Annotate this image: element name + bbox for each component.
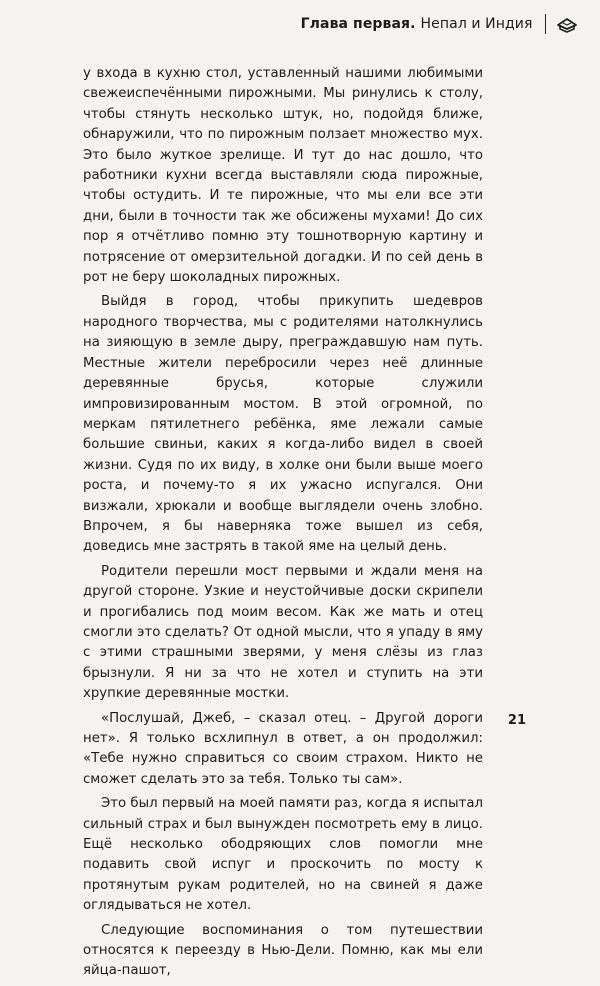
paragraph: «Послушай, Джеб, – сказал отец. – Другой дороги нет». Я только всхлипнул в ответ, а он продолжил: «Тебе нужно справиться со своим страхом. Никто не сможет сделать это за тебя. Только ты сам».	[83, 710, 483, 787]
chapter-label: Глава первая.	[300, 16, 416, 32]
body-text	[83, 64, 483, 986]
page-number: 21	[507, 713, 526, 728]
header-title	[301, 16, 533, 32]
chapter-title: Непал и Индия	[420, 16, 533, 32]
paragraph: Следующие воспоминания о том путешествии относятся к переезду в Нью-Дели. Помню, как мы ели яйца-пашот,	[83, 922, 483, 979]
paragraph: Выйдя в город, чтобы прикупить шедевров народного творчества, мы с родителями натолкнулись на зияющую в земле дыру, преграждавшую нам путь. Местные жители перебросили через неё длинные деревянные брусья, которые служили импровизированным мостом. В этой огромной, по меркам пятилетнего ребёнка, яме лежали самые большие свиньи, каких я когда-либо видел в своей жизни. Судя по их виду, в холке они были выше моего роста, и почему-то я их ужасно испугался. Они визжали, хрюкали и вообще выглядели очень злобно. Впрочем, я бы наверняка тоже вышел из себя, доведись мне застрять в такой яме на целый день.	[83, 294, 483, 555]
paragraph: Это был первый на моей памяти раз, когда я испытал сильный страх и был вынужден посмотреть ему в лицо. Ещё несколько ободряющих слов помогли мне подавить свой испуг и проскочить по мосту к протянутым рукам родителей, но на свиней я даже оглядываться не хотел.	[83, 796, 483, 914]
running-header	[301, 14, 578, 34]
header-divider	[545, 14, 547, 34]
book-logo-icon	[556, 15, 578, 33]
paragraph: Родители перешли мост первыми и ждали меня на другой стороне. Узкие и неустойчивые доски скрипели и прогибались под моим весом. Как же мать и отец смогли это сделать? От одной мысли, что я упаду в яму с этими страшными зверями, у меня слёзы из глаз брызнули. Я ни за что не хотел и ступить на эти хрупкие деревянные мостки.	[83, 563, 483, 702]
paragraph: у входа в кухню стол, уставленный нашими любимыми свежеиспечёнными пирожными. Мы ринулись к столу, чтобы стянуть несколько штук, но, подойдя ближе, обнаружили, что по пирожным ползает множество мух. Это было жуткое зрелище. И тут до нас дошло, что работники кухни всегда выставляли сюда пирожные, чтобы остудить. И те пирожные, что мы ели все эти дни, были в точности так же обсижены мухами! До сих пор я отчётливо помню эту тошнотворную картину и потрясение от омерзительной догадки. И по сей день в рот не беру шоколадных пирожных.	[83, 66, 483, 286]
